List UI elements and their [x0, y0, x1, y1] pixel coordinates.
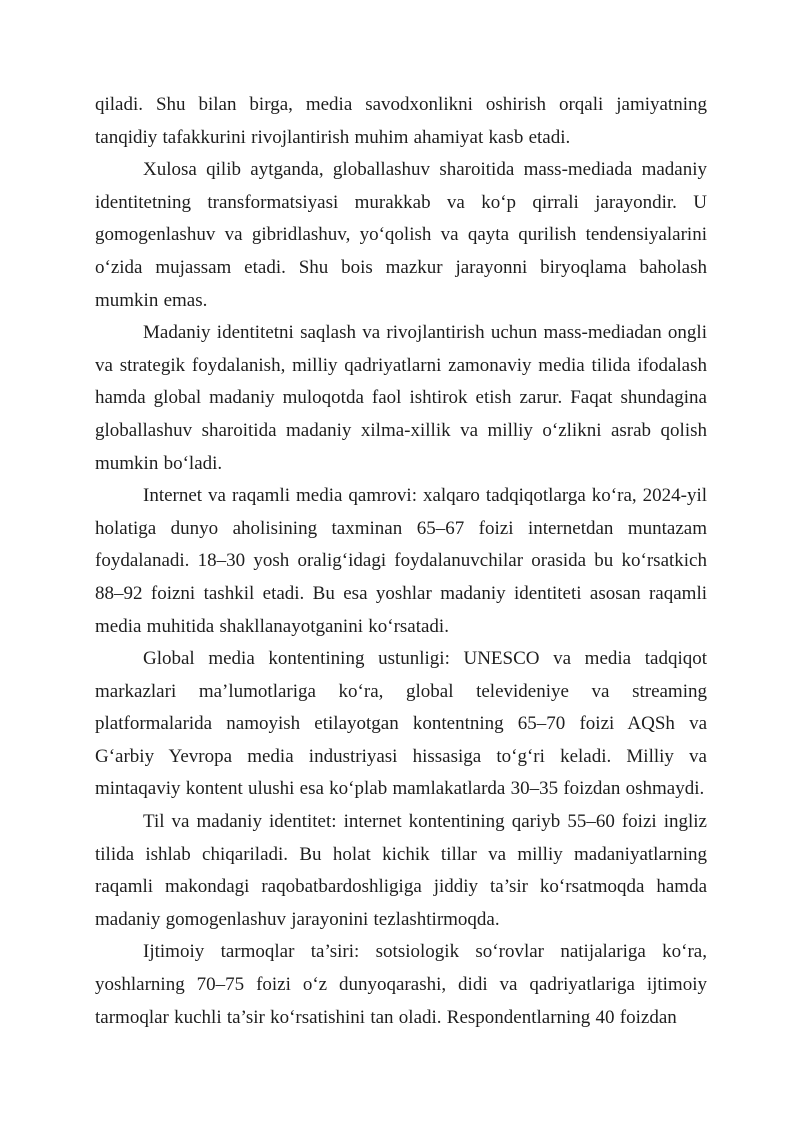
paragraph-madaniy-identitet: Madaniy identitetni saqlash va rivojlantirish uchun mass-mediadan ongli va strategik foydalanish, milliy qadriyatlarni zamonaviy media tilida ifodalash hamda global madaniy muloqotda faol ishtirok etish zarur. Faqat shundagina globallashuv sharoitida madaniy xilma-xillik va milliy o‘zlikni asrab qolish mumkin bo‘ladi.: [95, 322, 707, 474]
document-text-block: [95, 89, 707, 1034]
paragraph-xulosa: Xulosa qilib aytganda, globallashuv sharoitida mass-mediada madaniy identitetning transformatsiyasi murakkab va ko‘p qirrali jarayondir. U gomogenlashuv va gibridlashuv, yo‘qolish va qayta qurilish tendensiyalarini o‘zida mujassam etadi. Shu bois mazkur jarayonni biryoqlama baholash mumkin emas.: [95, 159, 707, 311]
paragraph-ijtimoiy-tarmoqlar: Ijtimoiy tarmoqlar ta’siri: sotsiologik so‘rovlar natijalariga ko‘ra, yoshlarning 70–75 foizi o‘z dunyoqarashi, didi va qadriyatlariga ijtimoiy tarmoqlar kuchli ta’sir ko‘rsatishini tan oladi. Respondentlarning 40 foizdan: [95, 941, 707, 1028]
paragraph-continuation: qiladi. Shu bilan birga, media savodxonlikni oshirish orqali jamiyatning tanqidiy tafakkurini rivojlantirish muhim ahamiyat kasb etadi.: [95, 94, 707, 148]
paragraph-internet-qamrovi: Internet va raqamli media qamrovi: xalqaro tadqiqotlarga ko‘ra, 2024-yil holatiga dunyo aholisining taxminan 65–67 foizi internetdan muntazam foydalanadi. 18–30 yosh oralig‘idagi foydalanuvchilar orasida bu ko‘rsatkich 88–92 foizni tashkil etadi. Bu esa yoshlar madaniy identiteti asosan raqamli media muhitida shakllanayotganini ko‘rsatadi.: [95, 485, 707, 637]
paragraph-global-kontent: Global media kontentining ustunligi: UNESCO va media tadqiqot markazlari ma’lumotlariga ko‘ra, global televideniye va streaming platformalarida namoyish etilayotgan kontentning 65–70 foizi AQSh va G‘arbiy Yevropa media industriyasi hissasiga to‘g‘ri keladi. Milliy va mintaqaviy kontent ulushi esa ko‘plab mamlakatlarda 30–35 foizdan oshmaydi.: [95, 648, 707, 800]
paragraph-til-identitet: Til va madaniy identitet: internet kontentining qariyb 55–60 foizi ingliz tilida ishlab chiqariladi. Bu holat kichik tillar va milliy madaniyatlarning raqamli makondagi raqobatbardoshligiga jiddiy ta’sir ko‘rsatmoqda hamda madaniy gomogenlashuv jarayonini tezlashtirmoqda.: [95, 811, 707, 930]
